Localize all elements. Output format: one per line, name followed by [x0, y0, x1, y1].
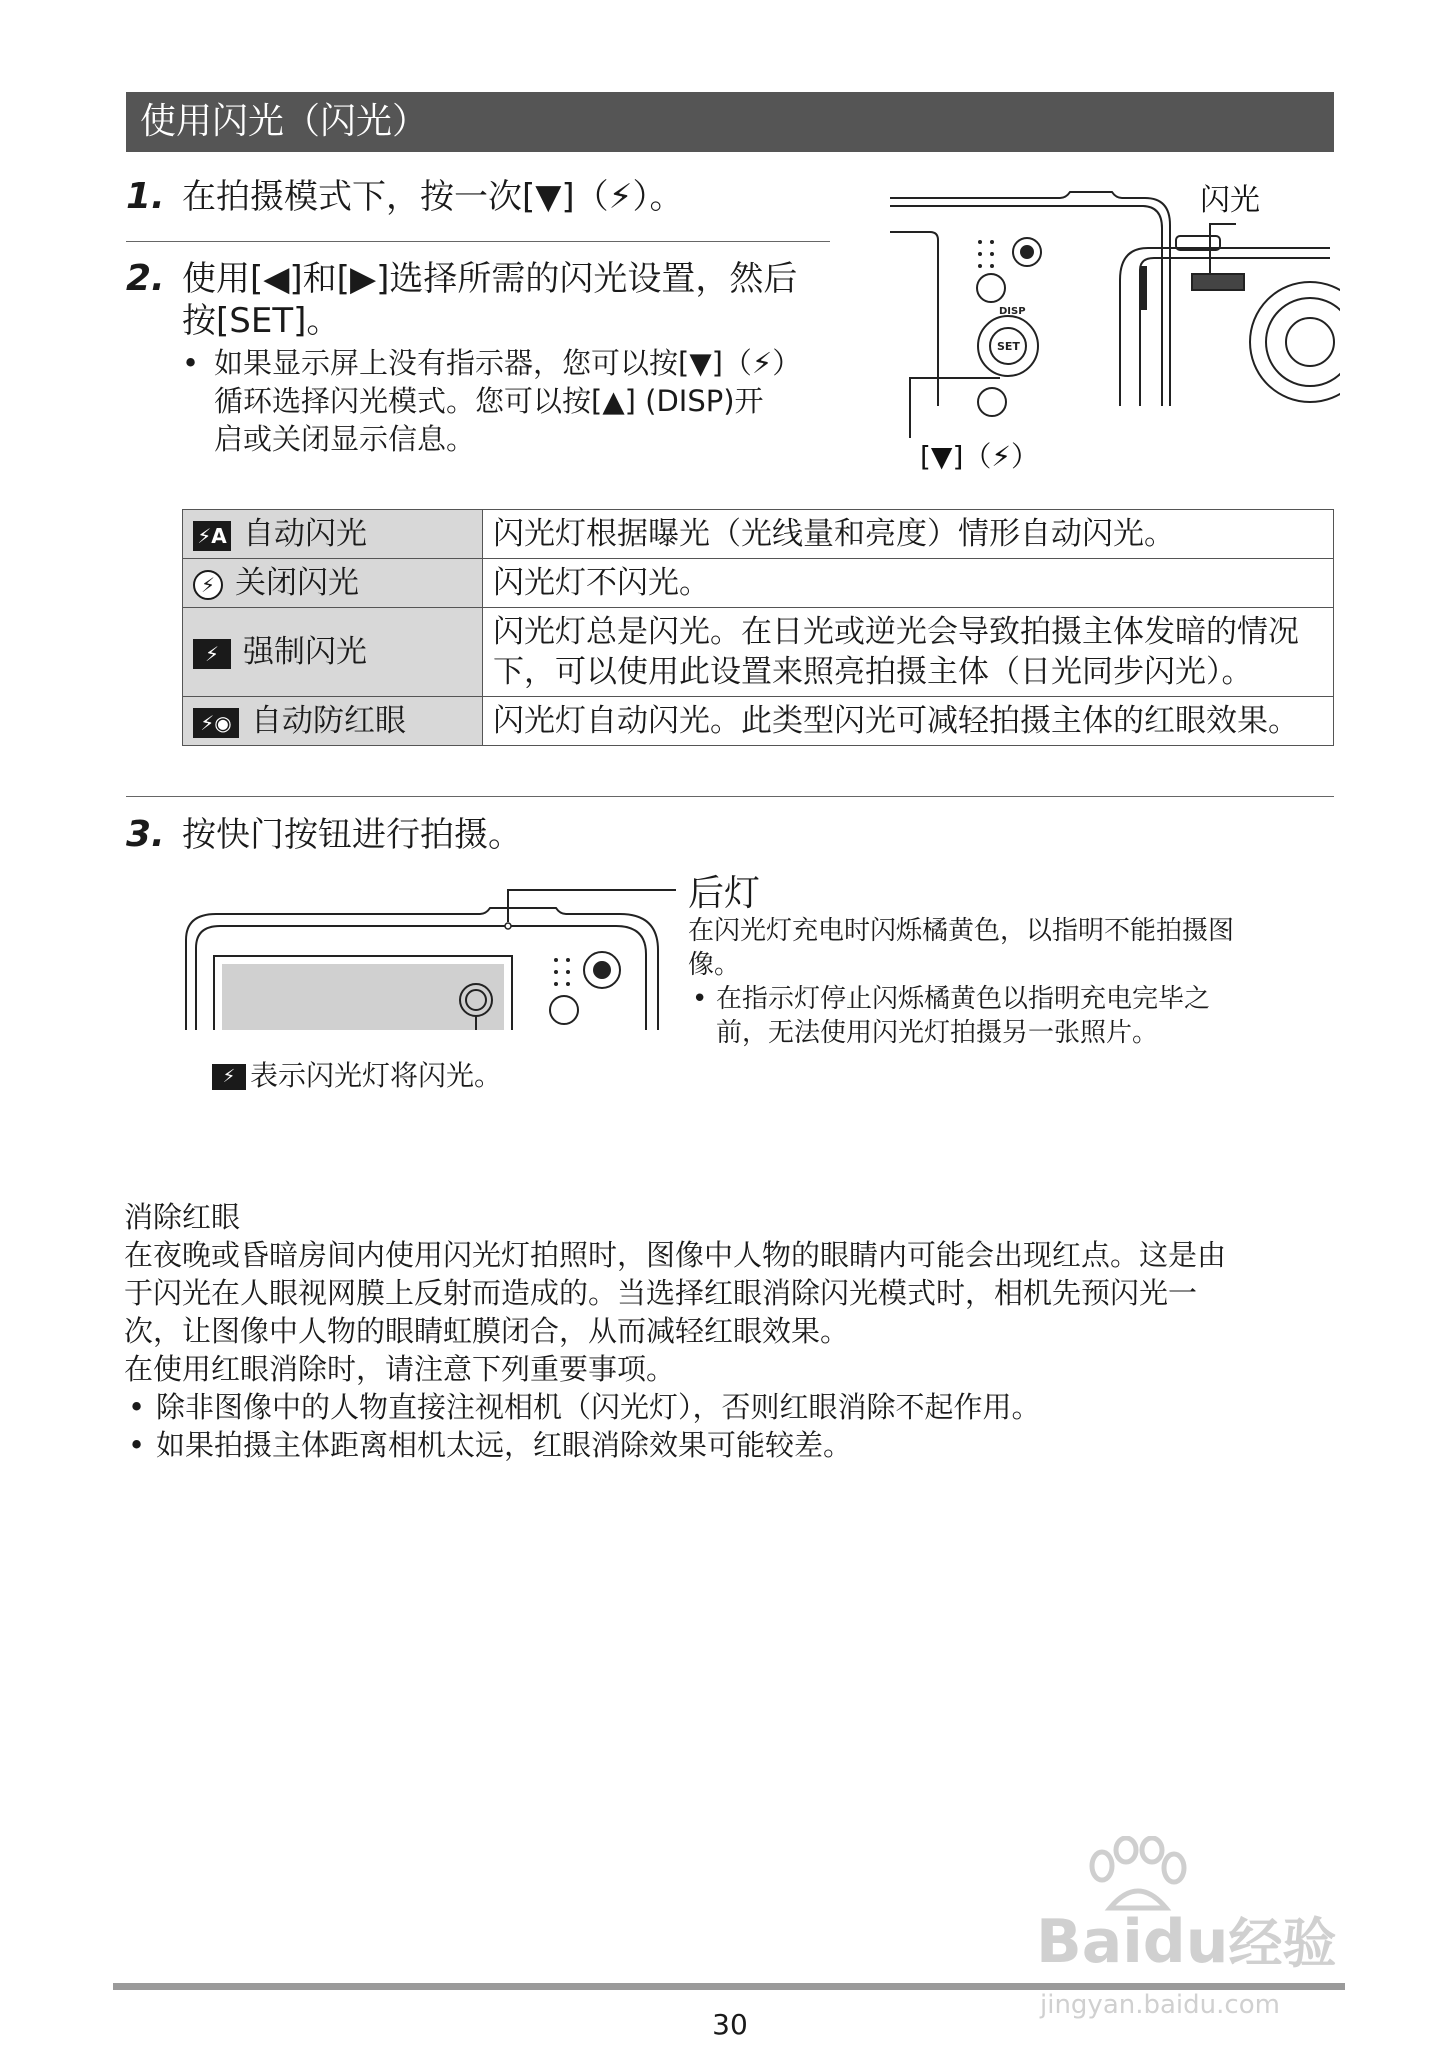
step-3	[126, 814, 522, 856]
mode-name: 关闭闪光	[235, 565, 359, 601]
down-flash-button-label: [▼]（⚡）	[920, 440, 1040, 473]
watermark-brand-1: Bai	[1036, 1907, 1143, 1977]
mode-cell	[183, 510, 483, 559]
section-title: 使用闪光（闪光）	[126, 92, 1334, 152]
camera-front-illustration	[1120, 236, 1340, 406]
step-text-line2: 按[SET]。	[182, 301, 341, 341]
step-text-line1: 使用[◀]和[▶]选择所需的闪光设置，然后	[182, 259, 798, 299]
mode-description: 闪光灯总是闪光。在日光或逆光会导致拍摄主体发暗的情况下，可以使用此设置来照亮拍摄主体（日光同步闪光）。	[483, 608, 1334, 697]
flash-off-icon: ⚡	[193, 570, 223, 600]
flash-redeye-icon: ⚡◉	[193, 708, 239, 738]
lamp-leader-line	[508, 890, 676, 922]
mode-name: 自动防红眼	[251, 703, 406, 739]
lamp-title: 后灯	[688, 873, 761, 914]
flash-on-icon: ⚡	[212, 1064, 246, 1090]
watermark-url: jingyan.baidu.com	[1040, 1990, 1280, 2020]
step2-note-line1: 如果显示屏上没有指示器，您可以按[▼]（⚡）	[214, 346, 802, 380]
watermark-brand	[1036, 1907, 1337, 1977]
mode-cell	[183, 559, 483, 608]
divider	[126, 796, 1334, 797]
step-1	[126, 176, 684, 218]
watermark-brand-2: du	[1142, 1907, 1229, 1977]
mode-description: 闪光灯自动闪光。此类型闪光可减轻拍摄主体的红眼效果。	[483, 697, 1334, 746]
step2-note-line3: 启或关闭显示信息。	[214, 422, 476, 456]
flash-auto-icon: ⚡A	[193, 521, 231, 551]
camera-diagram	[880, 170, 1340, 480]
table-row	[183, 697, 1334, 746]
lamp-line1: 在闪光灯充电时闪烁橘黄色，以指明不能拍摄图	[688, 916, 1235, 946]
disp-label: DISP	[999, 306, 1026, 317]
mode-name: 强制闪光	[243, 634, 367, 670]
step-text: 按快门按钮进行拍摄。	[182, 815, 522, 855]
redeye-bullet-2: 如果拍摄主体距离相机太远，红眼消除效果可能较差。	[156, 1428, 853, 1462]
divider	[126, 241, 830, 242]
camera-top-dots	[554, 958, 570, 986]
redeye-bullet: •	[128, 1390, 146, 1424]
redeye-para-line4: 在使用红眼消除时，请注意下列重要事项。	[124, 1352, 676, 1386]
step-2	[126, 258, 797, 300]
redeye-para-line2: 于闪光在人眼视网膜上反射而造成的。当选择红眼消除闪光模式时，相机先预闪光一	[124, 1276, 1198, 1310]
table-row	[183, 608, 1334, 697]
redeye-bullet-1: 除非图像中的人物直接注视相机（闪光灯），否则红眼消除不起作用。	[156, 1390, 1041, 1424]
lamp-note1: 在指示灯停止闪烁橘黄色以指明充电完毕之	[716, 984, 1211, 1014]
table-row	[183, 559, 1334, 608]
camera-lamp-diagram	[180, 870, 680, 1030]
camera-back-dots	[978, 240, 994, 268]
camera-back-illustration	[890, 192, 1170, 416]
redeye-para-line1: 在夜晚或昏暗房间内使用闪光灯拍照时，图像中人物的眼睛内可能会出现红点。这是由	[124, 1238, 1227, 1272]
step-text: 在拍摄模式下，按一次[▼]（⚡）。	[182, 177, 684, 217]
lamp-line2: 像。	[688, 950, 741, 980]
flash-on-icon: ⚡	[193, 639, 231, 669]
flash-caption	[212, 1058, 502, 1094]
redeye-para-line3: 次，让图像中人物的眼睛虹膜闭合，从而减轻红眼效果。	[124, 1314, 850, 1348]
paw-logo	[1080, 1836, 1190, 1916]
lamp-note2: 前，无法使用闪光灯拍摄另一张照片。	[716, 1018, 1159, 1048]
button-leader-line	[910, 378, 1000, 438]
lamp-bullet: •	[692, 984, 708, 1014]
rear-lamp-indicator	[505, 923, 511, 929]
camera-top-illustration	[186, 908, 658, 1030]
redeye-heading: 消除红眼	[124, 1200, 241, 1234]
mode-cell	[183, 697, 483, 746]
step-number: 2.	[126, 258, 165, 299]
watermark-suffix: 经验	[1228, 1912, 1337, 1975]
step2-note-line2: 循环选择闪光模式。您可以按[▲] (DISP)开	[214, 384, 764, 418]
mode-cell	[183, 608, 483, 697]
footer-rule	[113, 1983, 1345, 1990]
mode-description: 闪光灯根据曝光（光线量和亮度）情形自动闪光。	[483, 510, 1334, 559]
flash-modes-table	[182, 509, 1334, 746]
mode-name: 自动闪光	[243, 516, 367, 552]
redeye-bullet: •	[128, 1428, 146, 1462]
flash-label: 闪光	[1200, 183, 1260, 218]
mode-description: 闪光灯不闪光。	[483, 559, 1334, 608]
step2-note-bullet: •	[182, 346, 200, 380]
step-number: 3.	[126, 814, 165, 855]
step-number: 1.	[126, 176, 165, 217]
set-label: SET	[997, 340, 1020, 353]
table-row	[183, 510, 1334, 559]
flash-caption-text: 表示闪光灯将闪光。	[250, 1059, 503, 1092]
page-number: 30	[712, 2008, 748, 2041]
